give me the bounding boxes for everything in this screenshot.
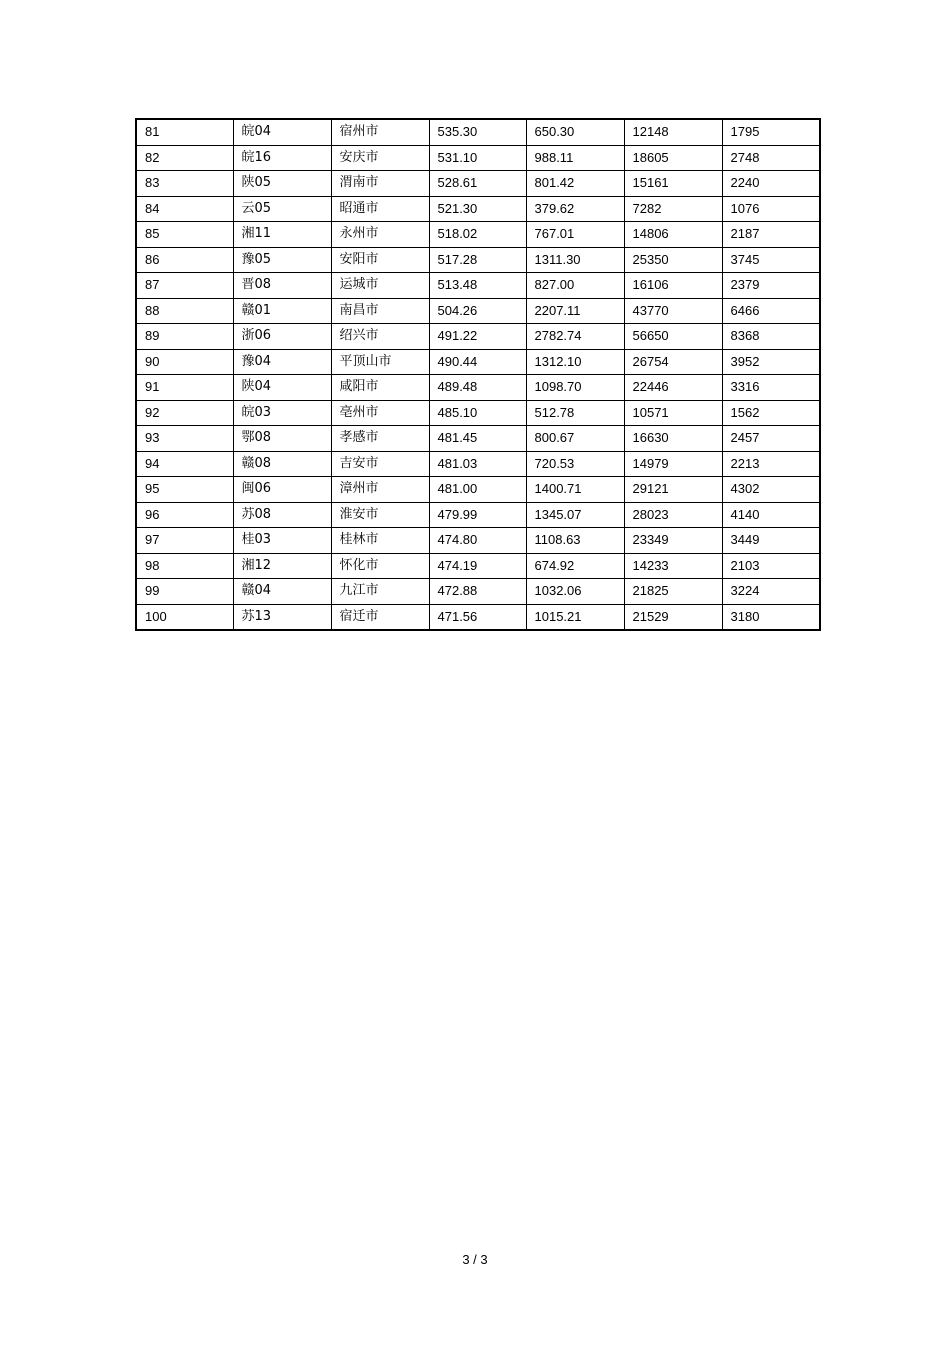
value-a-cell: 485.10 bbox=[429, 400, 526, 426]
value-b-cell: 379.62 bbox=[526, 196, 624, 222]
rank-cell: 81 bbox=[136, 119, 233, 145]
table-row bbox=[136, 171, 820, 197]
table-row bbox=[136, 604, 820, 630]
code-cell: 云05 bbox=[233, 196, 331, 222]
value-b-cell: 801.42 bbox=[526, 171, 624, 197]
city-cell: 运城市 bbox=[331, 273, 429, 299]
code-cell: 苏13 bbox=[233, 604, 331, 630]
table-row bbox=[136, 273, 820, 299]
value-c-cell: 43770 bbox=[624, 298, 722, 324]
code-cell: 皖16 bbox=[233, 145, 331, 171]
value-b-cell: 512.78 bbox=[526, 400, 624, 426]
table-row bbox=[136, 502, 820, 528]
value-d-cell: 2379 bbox=[722, 273, 820, 299]
value-c-cell: 14233 bbox=[624, 553, 722, 579]
table-row bbox=[136, 400, 820, 426]
value-b-cell: 1400.71 bbox=[526, 477, 624, 503]
value-d-cell: 4140 bbox=[722, 502, 820, 528]
value-a-cell: 490.44 bbox=[429, 349, 526, 375]
value-b-cell: 720.53 bbox=[526, 451, 624, 477]
rank-cell: 89 bbox=[136, 324, 233, 350]
value-d-cell: 3316 bbox=[722, 375, 820, 401]
table-row bbox=[136, 119, 820, 145]
value-a-cell: 521.30 bbox=[429, 196, 526, 222]
value-d-cell: 3449 bbox=[722, 528, 820, 554]
rank-cell: 90 bbox=[136, 349, 233, 375]
value-d-cell: 2103 bbox=[722, 553, 820, 579]
city-cell: 南昌市 bbox=[331, 298, 429, 324]
value-a-cell: 518.02 bbox=[429, 222, 526, 248]
value-a-cell: 504.26 bbox=[429, 298, 526, 324]
city-cell: 孝感市 bbox=[331, 426, 429, 452]
value-c-cell: 7282 bbox=[624, 196, 722, 222]
code-cell: 陕04 bbox=[233, 375, 331, 401]
value-a-cell: 489.48 bbox=[429, 375, 526, 401]
page-number: 3 / 3 bbox=[462, 1252, 488, 1267]
value-b-cell: 827.00 bbox=[526, 273, 624, 299]
value-b-cell: 1032.06 bbox=[526, 579, 624, 605]
code-cell: 赣01 bbox=[233, 298, 331, 324]
table-row bbox=[136, 196, 820, 222]
value-a-cell: 479.99 bbox=[429, 502, 526, 528]
value-d-cell: 2457 bbox=[722, 426, 820, 452]
value-d-cell: 1562 bbox=[722, 400, 820, 426]
code-cell: 陕05 bbox=[233, 171, 331, 197]
table-row bbox=[136, 426, 820, 452]
code-cell: 苏08 bbox=[233, 502, 331, 528]
value-d-cell: 3745 bbox=[722, 247, 820, 273]
city-cell: 昭通市 bbox=[331, 196, 429, 222]
value-a-cell: 474.80 bbox=[429, 528, 526, 554]
value-a-cell: 531.10 bbox=[429, 145, 526, 171]
value-d-cell: 3224 bbox=[722, 579, 820, 605]
value-c-cell: 15161 bbox=[624, 171, 722, 197]
value-a-cell: 528.61 bbox=[429, 171, 526, 197]
city-cell: 渭南市 bbox=[331, 171, 429, 197]
table-row bbox=[136, 579, 820, 605]
city-cell: 亳州市 bbox=[331, 400, 429, 426]
value-b-cell: 800.67 bbox=[526, 426, 624, 452]
rank-cell: 96 bbox=[136, 502, 233, 528]
value-a-cell: 481.03 bbox=[429, 451, 526, 477]
rank-cell: 85 bbox=[136, 222, 233, 248]
table-row bbox=[136, 247, 820, 273]
value-b-cell: 1311.30 bbox=[526, 247, 624, 273]
value-d-cell: 2187 bbox=[722, 222, 820, 248]
value-a-cell: 471.56 bbox=[429, 604, 526, 630]
code-cell: 皖04 bbox=[233, 119, 331, 145]
code-cell: 豫05 bbox=[233, 247, 331, 273]
rank-cell: 99 bbox=[136, 579, 233, 605]
code-cell: 湘12 bbox=[233, 553, 331, 579]
city-cell: 绍兴市 bbox=[331, 324, 429, 350]
value-b-cell: 650.30 bbox=[526, 119, 624, 145]
city-cell: 淮安市 bbox=[331, 502, 429, 528]
value-c-cell: 26754 bbox=[624, 349, 722, 375]
value-c-cell: 22446 bbox=[624, 375, 722, 401]
city-cell: 宿州市 bbox=[331, 119, 429, 145]
value-c-cell: 12148 bbox=[624, 119, 722, 145]
table-row bbox=[136, 477, 820, 503]
value-a-cell: 481.00 bbox=[429, 477, 526, 503]
code-cell: 晋08 bbox=[233, 273, 331, 299]
value-d-cell: 2213 bbox=[722, 451, 820, 477]
city-cell: 怀化市 bbox=[331, 553, 429, 579]
value-b-cell: 988.11 bbox=[526, 145, 624, 171]
rank-cell: 82 bbox=[136, 145, 233, 171]
rank-cell: 86 bbox=[136, 247, 233, 273]
rank-cell: 98 bbox=[136, 553, 233, 579]
value-c-cell: 14806 bbox=[624, 222, 722, 248]
city-cell: 吉安市 bbox=[331, 451, 429, 477]
rank-cell: 95 bbox=[136, 477, 233, 503]
value-b-cell: 1312.10 bbox=[526, 349, 624, 375]
code-cell: 皖03 bbox=[233, 400, 331, 426]
table-row bbox=[136, 451, 820, 477]
value-d-cell: 1795 bbox=[722, 119, 820, 145]
value-c-cell: 56650 bbox=[624, 324, 722, 350]
code-cell: 湘11 bbox=[233, 222, 331, 248]
code-cell: 浙06 bbox=[233, 324, 331, 350]
value-d-cell: 3952 bbox=[722, 349, 820, 375]
city-cell: 桂林市 bbox=[331, 528, 429, 554]
table-body bbox=[136, 119, 820, 630]
value-c-cell: 29121 bbox=[624, 477, 722, 503]
value-d-cell: 3180 bbox=[722, 604, 820, 630]
code-cell: 赣08 bbox=[233, 451, 331, 477]
value-a-cell: 491.22 bbox=[429, 324, 526, 350]
table-row bbox=[136, 528, 820, 554]
rank-cell: 91 bbox=[136, 375, 233, 401]
rank-cell: 92 bbox=[136, 400, 233, 426]
value-d-cell: 2240 bbox=[722, 171, 820, 197]
value-b-cell: 767.01 bbox=[526, 222, 624, 248]
value-b-cell: 674.92 bbox=[526, 553, 624, 579]
rank-cell: 87 bbox=[136, 273, 233, 299]
value-b-cell: 1345.07 bbox=[526, 502, 624, 528]
city-cell: 安阳市 bbox=[331, 247, 429, 273]
code-cell: 豫04 bbox=[233, 349, 331, 375]
value-a-cell: 474.19 bbox=[429, 553, 526, 579]
value-c-cell: 16106 bbox=[624, 273, 722, 299]
value-c-cell: 21529 bbox=[624, 604, 722, 630]
rank-cell: 88 bbox=[136, 298, 233, 324]
city-data-table bbox=[135, 118, 821, 631]
value-c-cell: 18605 bbox=[624, 145, 722, 171]
value-a-cell: 513.48 bbox=[429, 273, 526, 299]
value-c-cell: 14979 bbox=[624, 451, 722, 477]
value-b-cell: 1098.70 bbox=[526, 375, 624, 401]
value-b-cell: 1015.21 bbox=[526, 604, 624, 630]
value-d-cell: 4302 bbox=[722, 477, 820, 503]
value-c-cell: 10571 bbox=[624, 400, 722, 426]
table-row bbox=[136, 298, 820, 324]
value-c-cell: 28023 bbox=[624, 502, 722, 528]
city-cell: 漳州市 bbox=[331, 477, 429, 503]
table-row bbox=[136, 222, 820, 248]
rank-cell: 84 bbox=[136, 196, 233, 222]
value-d-cell: 2748 bbox=[722, 145, 820, 171]
value-c-cell: 21825 bbox=[624, 579, 722, 605]
rank-cell: 93 bbox=[136, 426, 233, 452]
code-cell: 闽06 bbox=[233, 477, 331, 503]
rank-cell: 100 bbox=[136, 604, 233, 630]
value-b-cell: 2207.11 bbox=[526, 298, 624, 324]
code-cell: 赣04 bbox=[233, 579, 331, 605]
value-d-cell: 8368 bbox=[722, 324, 820, 350]
city-cell: 安庆市 bbox=[331, 145, 429, 171]
rank-cell: 97 bbox=[136, 528, 233, 554]
city-cell: 宿迁市 bbox=[331, 604, 429, 630]
value-c-cell: 16630 bbox=[624, 426, 722, 452]
value-b-cell: 2782.74 bbox=[526, 324, 624, 350]
value-a-cell: 535.30 bbox=[429, 119, 526, 145]
rank-cell: 94 bbox=[136, 451, 233, 477]
value-d-cell: 6466 bbox=[722, 298, 820, 324]
value-a-cell: 481.45 bbox=[429, 426, 526, 452]
table-row bbox=[136, 553, 820, 579]
table-row bbox=[136, 145, 820, 171]
code-cell: 桂03 bbox=[233, 528, 331, 554]
value-c-cell: 23349 bbox=[624, 528, 722, 554]
rank-cell: 83 bbox=[136, 171, 233, 197]
city-cell: 咸阳市 bbox=[331, 375, 429, 401]
value-c-cell: 25350 bbox=[624, 247, 722, 273]
value-a-cell: 517.28 bbox=[429, 247, 526, 273]
city-cell: 永州市 bbox=[331, 222, 429, 248]
city-cell: 九江市 bbox=[331, 579, 429, 605]
value-a-cell: 472.88 bbox=[429, 579, 526, 605]
table-row bbox=[136, 375, 820, 401]
code-cell: 鄂08 bbox=[233, 426, 331, 452]
city-cell: 平顶山市 bbox=[331, 349, 429, 375]
table-row bbox=[136, 349, 820, 375]
value-b-cell: 1108.63 bbox=[526, 528, 624, 554]
table-row bbox=[136, 324, 820, 350]
value-d-cell: 1076 bbox=[722, 196, 820, 222]
